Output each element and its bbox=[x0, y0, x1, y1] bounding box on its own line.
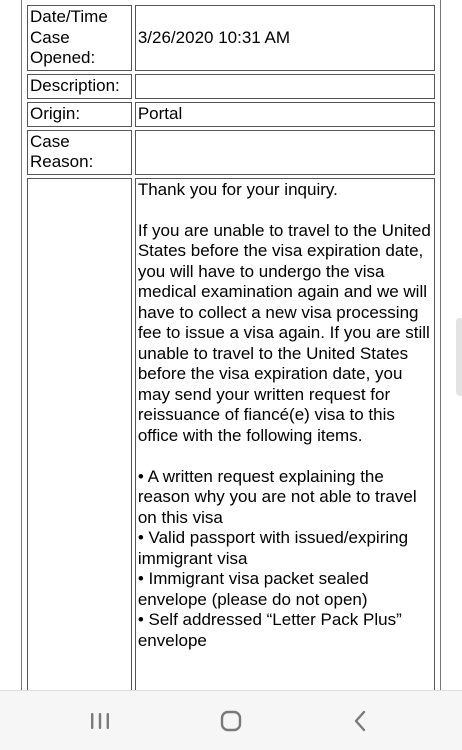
bullet-item: • Valid passport with issued/expiring immigrant visa bbox=[137, 528, 409, 568]
message-label-cell bbox=[27, 178, 132, 691]
message-body: If you are unable to travel to the United States before the visa expiration date, you will have to undergo the visa medical examination again and we will have to collect a new visa processing fee to issue a visa again. If you are still unable to travel to the United States before the visa expiration date, you may send your written request for reissuance of fiancé(e) visa to this office with the following items. bbox=[137, 220, 431, 445]
back-icon bbox=[350, 709, 370, 733]
row-origin bbox=[27, 102, 435, 127]
date-opened-value: 3/26/2020 10:31 AM bbox=[135, 5, 435, 71]
row-description bbox=[27, 74, 435, 99]
home-icon bbox=[219, 709, 243, 733]
case-reason-label: Case Reason: bbox=[27, 130, 132, 175]
case-details-frame bbox=[21, 0, 441, 690]
recents-icon bbox=[88, 711, 112, 731]
home-button[interactable] bbox=[211, 705, 251, 737]
origin-value: Portal bbox=[135, 102, 435, 127]
edge-scroll-handle[interactable] bbox=[456, 318, 462, 396]
description-label: Description: bbox=[27, 74, 132, 99]
message-cell bbox=[135, 178, 435, 691]
message-bullet-list bbox=[138, 467, 432, 652]
recents-button[interactable] bbox=[80, 705, 120, 737]
back-button[interactable] bbox=[340, 705, 380, 737]
row-case-reason bbox=[27, 130, 435, 175]
bullet-item: • A written request explaining the reason why you are not able to travel on this visa bbox=[137, 466, 417, 527]
description-value bbox=[135, 74, 435, 99]
bullet-item: • Immigrant visa packet sealed envelope (please do not open) bbox=[137, 569, 369, 609]
case-reason-value bbox=[135, 130, 435, 175]
case-details-table bbox=[24, 2, 438, 690]
row-message bbox=[27, 178, 435, 691]
system-navigation-bar bbox=[0, 690, 462, 750]
bullet-item: • Self addressed “Letter Pack Plus” envelope bbox=[137, 610, 402, 650]
date-opened-label: Date/Time Case Opened: bbox=[27, 5, 132, 71]
origin-label: Origin: bbox=[27, 102, 132, 127]
message-greeting: Thank you for your inquiry. bbox=[137, 179, 338, 199]
row-date-opened bbox=[27, 5, 435, 71]
